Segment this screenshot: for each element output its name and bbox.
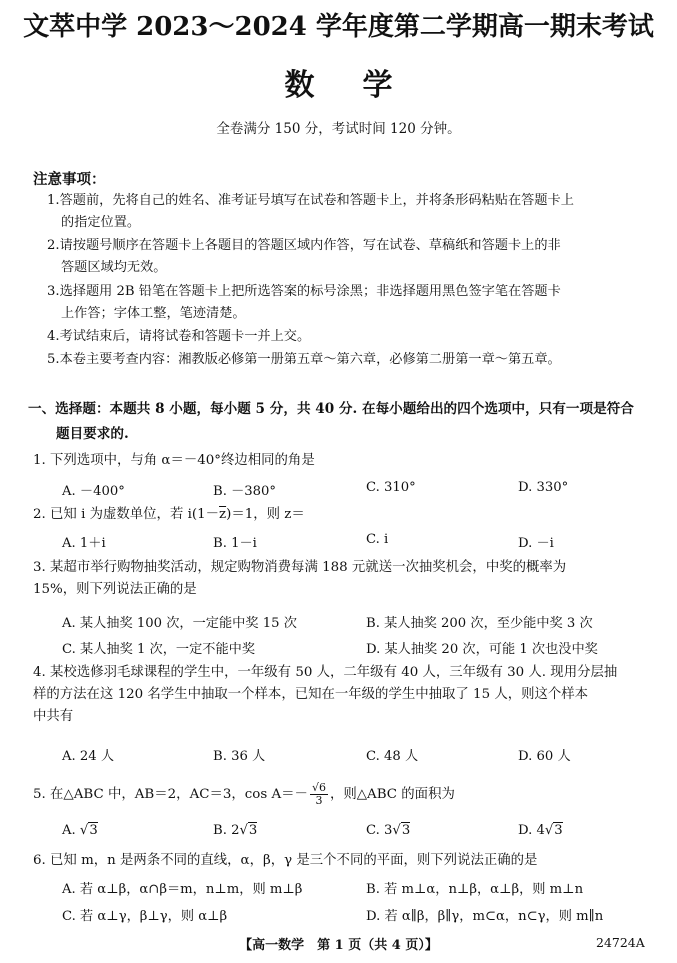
- question-3-stem: 3. 某超市举行购物抽奖活动，规定购物消费每满 188 元就送一次抽奖机会，中奖的概率为 15%，则下列说法正确的是: [33, 560, 567, 597]
- paper-code: 24724A: [596, 935, 645, 950]
- q3-option-a: A. 某人抽奖 100 次，一定能中奖 15 次: [62, 616, 297, 631]
- q1-option-a: A. －400°: [62, 484, 125, 499]
- question-2-stem: 2. 已知 i 为虚数单位，若 $i(1-\overline{z})=1$，则 z＝: [33, 507, 305, 522]
- q4-option-b: B. 36 人: [213, 749, 266, 764]
- q2-option-b: B. 1－i: [213, 536, 257, 551]
- q5-option-c: C. 3√3: [366, 823, 411, 838]
- q3-option-d: D. 某人抽奖 20 次，可能 1 次也没中奖: [366, 642, 598, 657]
- exam-title: 文萃中学 2023～2024 学年度第二学期高一期末考试: [23, 12, 654, 42]
- notice-item-3: 3.选择题用 2B 铅笔在答题卡上把所选答案的标号涂黑；非选择题用黑色签字笔在答题卡 上作答；字体工整，笔迹清楚。: [47, 284, 561, 321]
- q6-option-c: C. 若 α⊥γ，β⊥γ，则 α⊥β: [62, 909, 228, 924]
- q6-option-b: B. 若 m⊥α，n⊥β，α⊥β，则 m⊥n: [366, 882, 584, 897]
- q2-option-d: D. －i: [518, 536, 554, 551]
- q2-option-a: A. 1＋i: [62, 536, 106, 551]
- question-1-stem: 1. 下列选项中，与角 α＝－40°终边相同的角是: [33, 453, 315, 468]
- question-6-stem: 6. 已知 m，n 是两条不同的直线，α，β，γ 是三个不同的平面，则下列说法正确的是: [33, 853, 538, 868]
- q6-option-d: D. 若 α∥β，β∥γ，m⊂α，n⊂γ，则 m∥n: [366, 909, 604, 924]
- question-5-stem: 5. 在△ABC 中，AB＝2，AC＝3，cos A＝－ $\frac{√6}{3}$ ，则△ABC 的面积为: [33, 781, 455, 807]
- q6-option-a: A. 若 α⊥β，α∩β＝m，n⊥m，则 m⊥β: [62, 882, 303, 897]
- q2-option-c: C. i: [366, 532, 389, 547]
- q1-option-b: B. －380°: [213, 484, 277, 499]
- q1-option-d: D. 330°: [518, 480, 569, 495]
- question-4-stem: 4. 某校选修羽毛球课程的学生中，一年级有 50 人，二年级有 40 人，三年级有 30 人. 现用分层抽 样的方法在这 120 名学生中抽取一个样本，已知在一年级的学生中抽取了 15 人，则这个样本 中共有: [33, 665, 618, 724]
- q5-option-a: A. √3: [62, 823, 98, 838]
- notice-item-5: 5.本卷主要考查内容：湘教版必修第一册第五章～第六章，必修第二册第一章～第五章。: [47, 352, 561, 367]
- exam-meta: 全卷满分 150 分，考试时间 120 分钟。: [216, 121, 461, 137]
- subject-title: 数学: [284, 68, 441, 103]
- notice-item-1: 1.答题前，先将自己的姓名、准考证号填写在试卷和答题卡上，并将条形码粘贴在答题卡上 的指定位置。: [47, 193, 574, 230]
- q1-option-c: C. 310°: [366, 480, 416, 495]
- page-footer: 【高一数学 第 1 页（共 4 页）】: [239, 938, 438, 953]
- notice-item-4: 4.考试结束后，请将试卷和答题卡一并上交。: [47, 329, 311, 344]
- section-heading: 一、选择题：本题共 8 小题，每小题 5 分，共 40 分. 在每小题给出的四个选项中，只有一项是符合 题目要求的.: [28, 401, 634, 442]
- q3-option-b: B. 某人抽奖 200 次，至少能中奖 3 次: [366, 616, 593, 631]
- q4-option-c: C. 48 人: [366, 749, 419, 764]
- notice-heading: 注意事项：: [33, 171, 106, 188]
- q4-option-d: D. 60 人: [518, 749, 571, 764]
- fraction: $\frac{√6}{3}$: [311, 781, 326, 807]
- q4-option-a: A. 24 人: [62, 749, 115, 764]
- q3-option-c: C. 某人抽奖 1 次，一定不能中奖: [62, 642, 256, 657]
- q5-option-d: D. 4√3: [518, 823, 563, 838]
- q5-option-b: B. 2√3: [213, 823, 258, 838]
- notice-item-2: 2.请按题号顺序在答题卡上各题目的答题区域内作答，写在试卷、草稿纸和答题卡上的非 答题区域均无效。: [47, 238, 561, 275]
